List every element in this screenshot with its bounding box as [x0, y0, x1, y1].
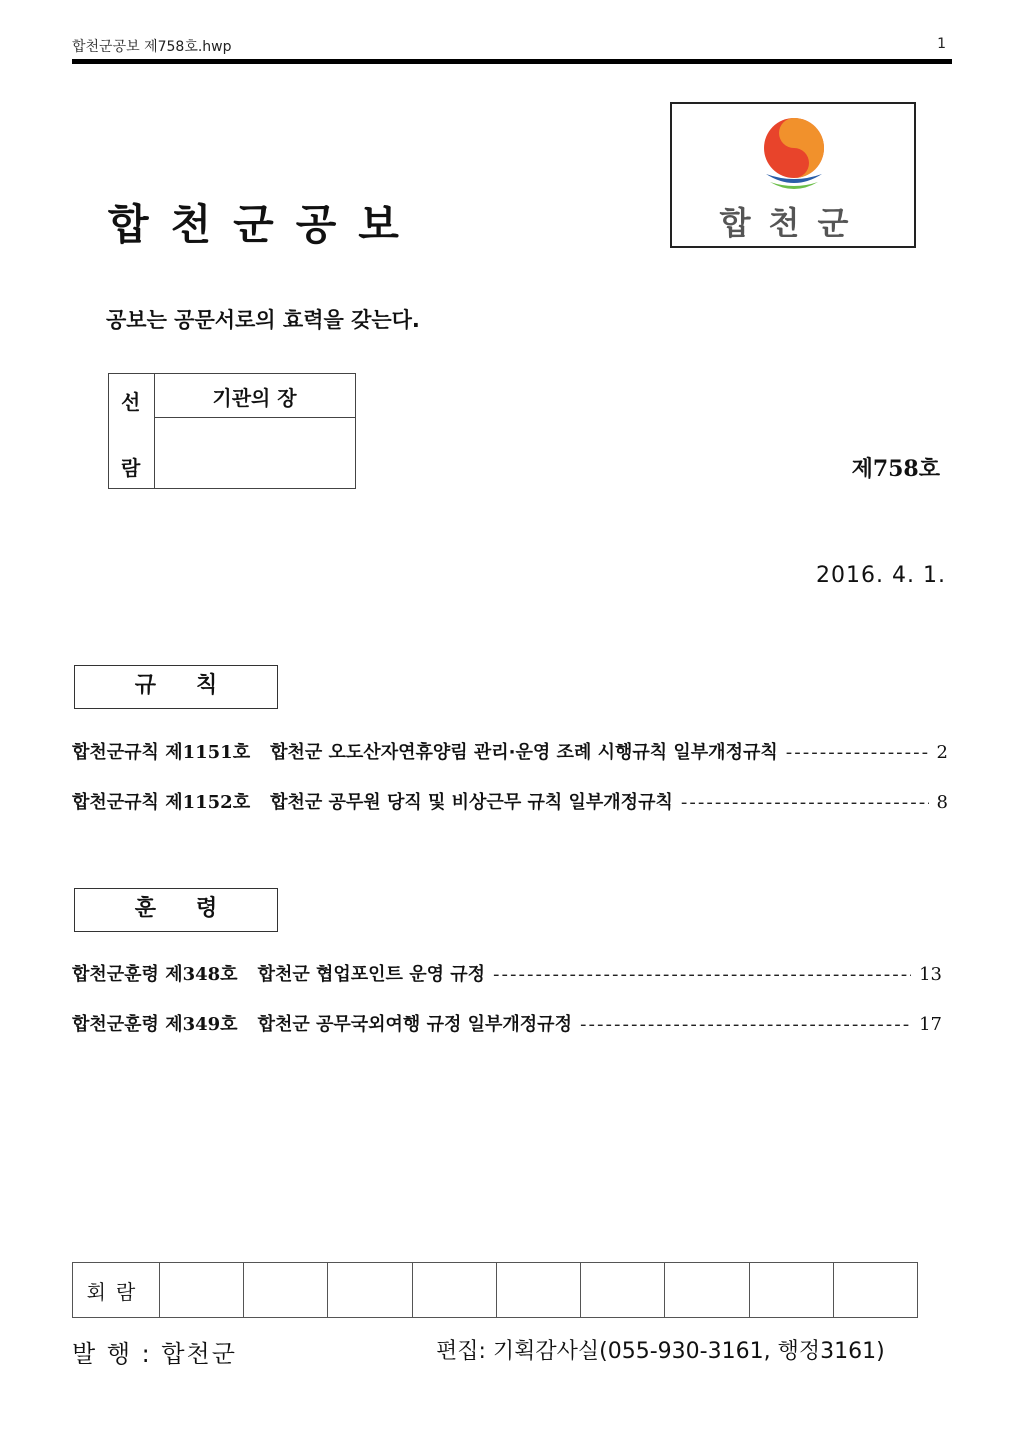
header-page-number: 1	[937, 36, 946, 52]
toc-title: 합천군 오도산자연휴양림 관리·운영 조례 시행규칙 일부개정규칙	[270, 742, 778, 763]
toc-code: 합천군훈령 제348호	[72, 964, 238, 985]
circulation-cell	[581, 1263, 665, 1317]
toc-entry[interactable]	[72, 1010, 942, 1036]
toc-page: 8	[936, 792, 948, 813]
header-rule	[72, 59, 952, 64]
toc-title: 합천군 협업포인트 운영 규정	[257, 964, 486, 985]
toc-code: 합천군규칙 제1152호	[72, 792, 251, 813]
logo-text: 합천군	[719, 204, 867, 242]
toc-entry[interactable]	[72, 788, 948, 814]
toc-leader	[493, 964, 911, 985]
publisher: 발 행 : 합천군	[72, 1340, 237, 1368]
editor-info: 편집: 기획감사실(055-930-3161, 행정3161)	[436, 1339, 885, 1364]
issue-number: 제758호	[851, 456, 940, 482]
circulation-cell	[497, 1263, 581, 1317]
toc-entry[interactable]	[72, 738, 948, 764]
toc-code: 합천군규칙 제1151호	[72, 742, 251, 763]
section-title: 규칙	[134, 673, 258, 698]
section-heading-rules	[74, 665, 278, 709]
issue-date: 2016. 4. 1.	[816, 563, 946, 588]
circulation-cell	[665, 1263, 749, 1317]
county-emblem-icon	[760, 116, 828, 196]
circulation-cell	[834, 1263, 917, 1317]
circulation-cell	[160, 1263, 244, 1317]
toc-page: 13	[919, 964, 942, 985]
section-title: 훈령	[134, 896, 258, 921]
toc-page: 17	[919, 1014, 942, 1035]
circulation-label: 회람	[73, 1263, 160, 1317]
toc-leader	[681, 792, 929, 813]
tagline: 공보는 공문서로의 효력을 갖는다.	[106, 308, 420, 332]
page-title: 합천군공보	[108, 200, 421, 249]
circulation-cell	[750, 1263, 834, 1317]
approval-label-bottom: 람	[121, 456, 141, 480]
logo-box	[670, 102, 916, 248]
toc-title: 합천군 공무국외여행 규정 일부개정규정	[257, 1014, 572, 1035]
toc-title: 합천군 공무원 당직 및 비상근무 규칙 일부개정규칙	[270, 792, 673, 813]
approval-header: 기관의 장	[212, 386, 297, 410]
approval-divider	[154, 417, 355, 418]
circulation-table	[72, 1262, 918, 1318]
toc-leader	[580, 1014, 911, 1035]
toc-page: 2	[936, 742, 948, 763]
header-filename: 합천군공보 제758호.hwp	[72, 39, 232, 55]
circulation-cell	[328, 1263, 412, 1317]
circulation-cell	[413, 1263, 497, 1317]
toc-leader	[786, 742, 929, 763]
toc-code: 합천군훈령 제349호	[72, 1014, 238, 1035]
approval-box	[108, 373, 356, 489]
section-heading-directives	[74, 888, 278, 932]
circulation-cell	[244, 1263, 328, 1317]
approval-label-top: 선	[121, 390, 141, 414]
toc-entry[interactable]	[72, 960, 942, 986]
